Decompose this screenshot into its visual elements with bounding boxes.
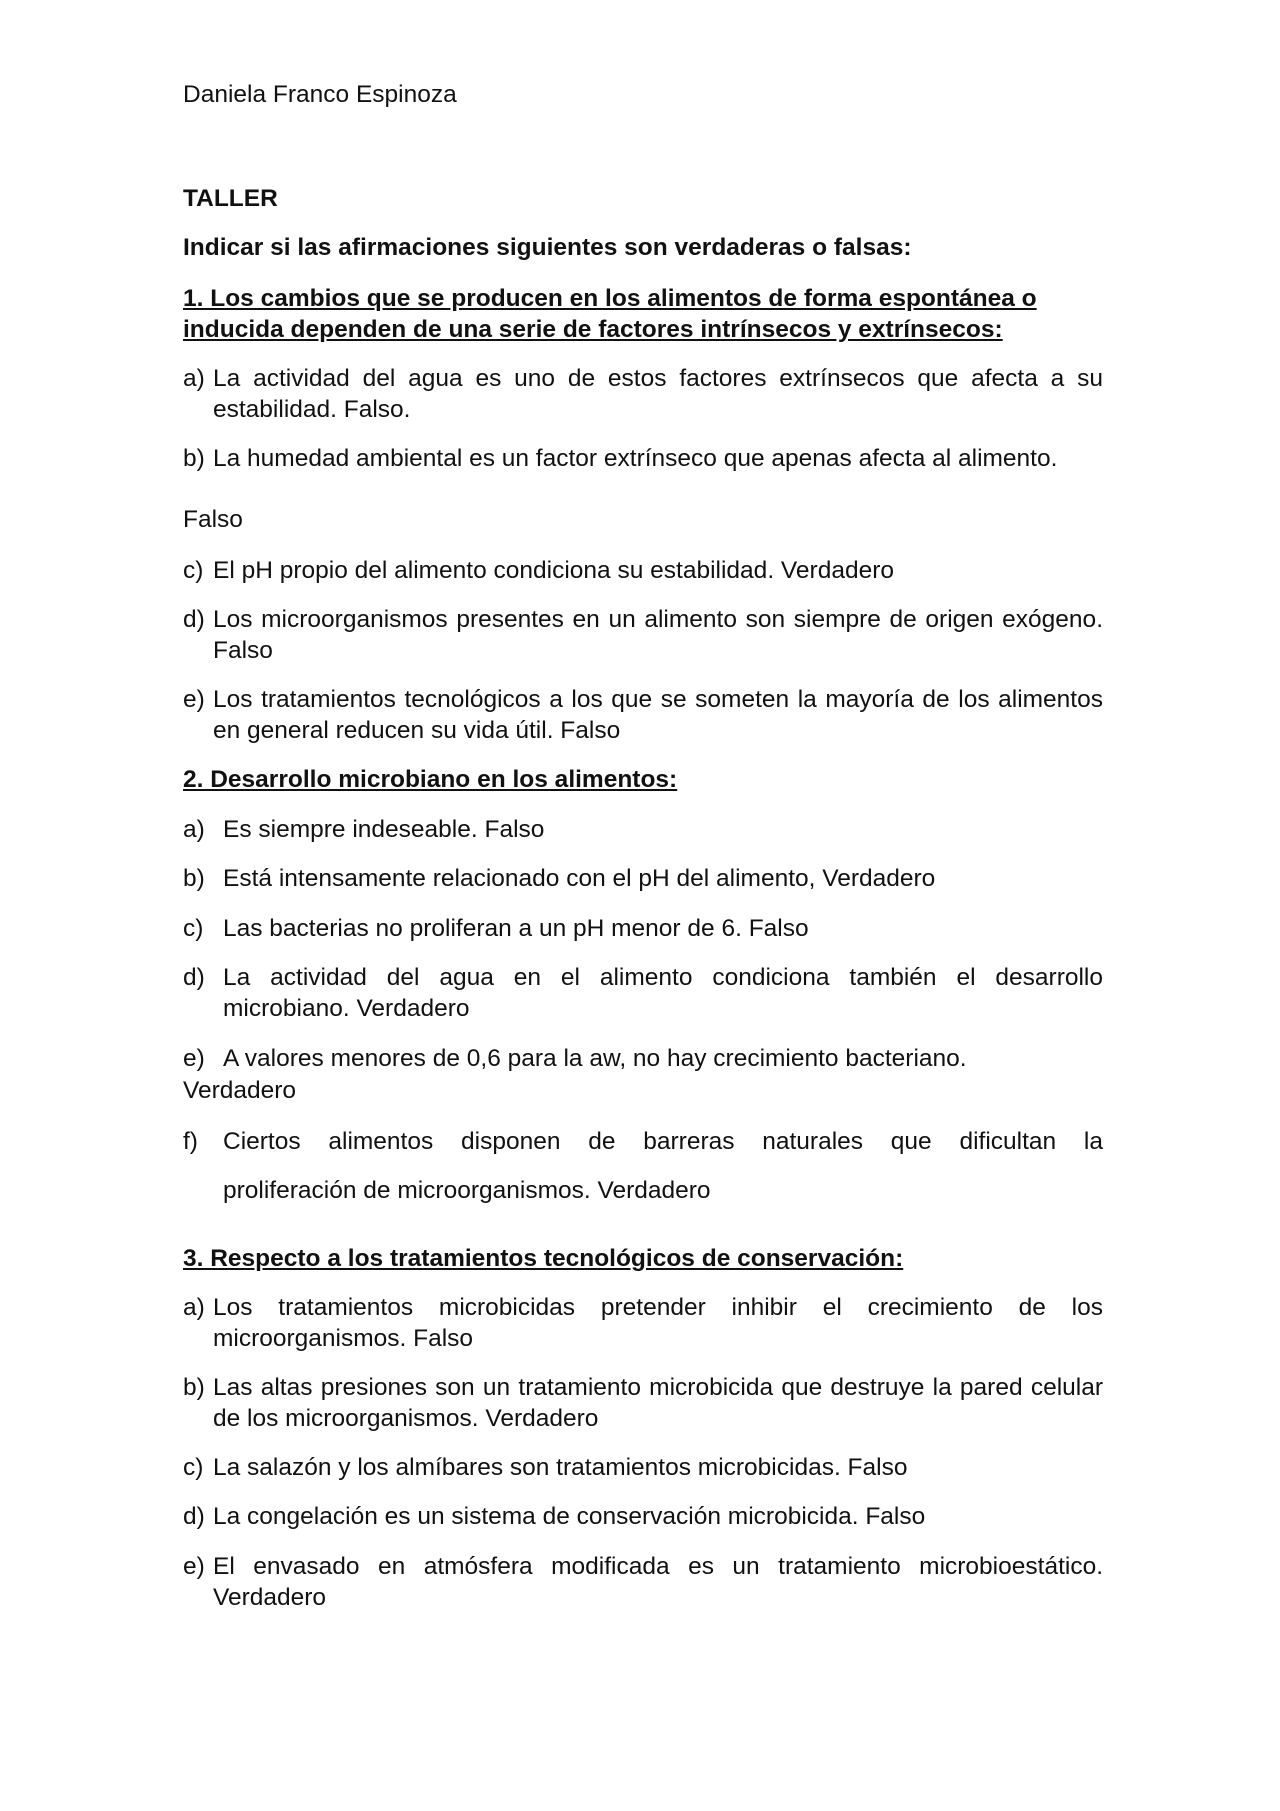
item-text: La actividad del agua es uno de estos factores extrínsecos que afecta a su estabilidad. Falso.: [213, 365, 1103, 423]
item-text: Es siempre indeseable. Falso: [223, 816, 545, 843]
s1-item-b: [183, 443, 1103, 474]
item-text-wrap: [223, 1126, 1103, 1206]
item-text: El pH propio del alimento condiciona su estabilidad. Verdadero: [213, 557, 894, 584]
s1-item-a: [183, 363, 1103, 425]
s2-item-b: [183, 863, 1103, 894]
item-marker: b): [183, 1374, 205, 1401]
s2-item-c: [183, 913, 1103, 944]
item-marker: f): [183, 1128, 198, 1155]
item-marker: e): [183, 686, 205, 713]
document-title: TALLER: [183, 185, 278, 212]
s1-item-c: [183, 555, 1103, 586]
item-text: El envasado en atmósfera modificada es un tratamiento microbioestático. Verdadero: [213, 1553, 1103, 1611]
item-text: Los tratamientos microbicidas pretender inhibir el crecimiento de los microorganismos. Falso: [213, 1294, 1103, 1352]
s1-item-b-answer: Falso: [183, 506, 243, 533]
item-marker: a): [183, 816, 205, 843]
s3-item-d: [183, 1501, 1103, 1532]
item-text: La actividad del agua en el alimento condiciona también el desarrollo microbiano. Verdadero: [223, 964, 1103, 1022]
section-3-heading: 3. Respecto a los tratamientos tecnológicos de conservación:: [183, 1245, 904, 1272]
item-text: Ciertos alimentos disponen de barreras naturales que dificultan la: [223, 1128, 1103, 1155]
author-name: Daniela Franco Espinoza: [183, 81, 457, 108]
item-marker: e): [183, 1045, 205, 1072]
item-marker: a): [183, 1294, 205, 1321]
item-text: Los microorganismos presentes en un alimento son siempre de origen exógeno. Falso: [213, 606, 1103, 664]
item-marker: a): [183, 365, 205, 392]
item-marker: c): [183, 915, 204, 942]
item-text: Las altas presiones son un tratamiento microbicida que destruye la pared celular de los microorganismos. Verdadero: [213, 1374, 1103, 1432]
item-marker: b): [183, 865, 205, 892]
s2-item-a: [183, 814, 1103, 845]
item-text: La humedad ambiental es un factor extrínseco que apenas afecta al alimento.: [213, 445, 1058, 472]
item-text: La congelación es un sistema de conservación microbicida. Falso: [213, 1503, 926, 1530]
s1-item-e: [183, 684, 1103, 746]
s1-item-d: [183, 604, 1103, 666]
s2-item-e: [183, 1043, 1103, 1074]
s2-item-f: [183, 1126, 1103, 1206]
s2-item-d: [183, 962, 1103, 1024]
item-text-continued: proliferación de microorganismos. Verdadero: [223, 1177, 711, 1204]
instruction: Indicar si las afirmaciones siguientes son verdaderas o falsas:: [183, 234, 912, 261]
s3-item-e: [183, 1551, 1103, 1613]
s3-item-c: [183, 1452, 1103, 1483]
item-text: La salazón y los almíbares son tratamientos microbicidas. Falso: [213, 1454, 908, 1481]
item-marker: d): [183, 606, 205, 633]
item-marker: d): [183, 964, 205, 991]
item-text: Los tratamientos tecnológicos a los que se someten la mayoría de los alimentos en general reducen su vida útil. Falso: [213, 686, 1103, 744]
item-marker: d): [183, 1503, 205, 1530]
section-1-heading: 1. Los cambios que se producen en los alimentos de forma espontánea o inducida dependen de una serie de factores intrínsecos y extrínsecos:: [183, 285, 1037, 343]
item-marker: b): [183, 445, 205, 472]
s3-item-b: [183, 1372, 1103, 1434]
item-text: A valores menores de 0,6 para la aw, no hay crecimiento bacteriano.: [223, 1045, 967, 1072]
s3-item-a: [183, 1292, 1103, 1354]
section-2-heading: 2. Desarrollo microbiano en los alimentos:: [183, 766, 678, 793]
s2-item-e-answer: Verdadero: [183, 1077, 297, 1104]
item-marker: c): [183, 1454, 204, 1481]
item-marker: c): [183, 557, 204, 584]
item-marker: e): [183, 1553, 205, 1580]
item-text: Las bacterias no proliferan a un pH menor de 6. Falso: [223, 915, 809, 942]
item-text: Está intensamente relacionado con el pH del alimento, Verdadero: [223, 865, 936, 892]
